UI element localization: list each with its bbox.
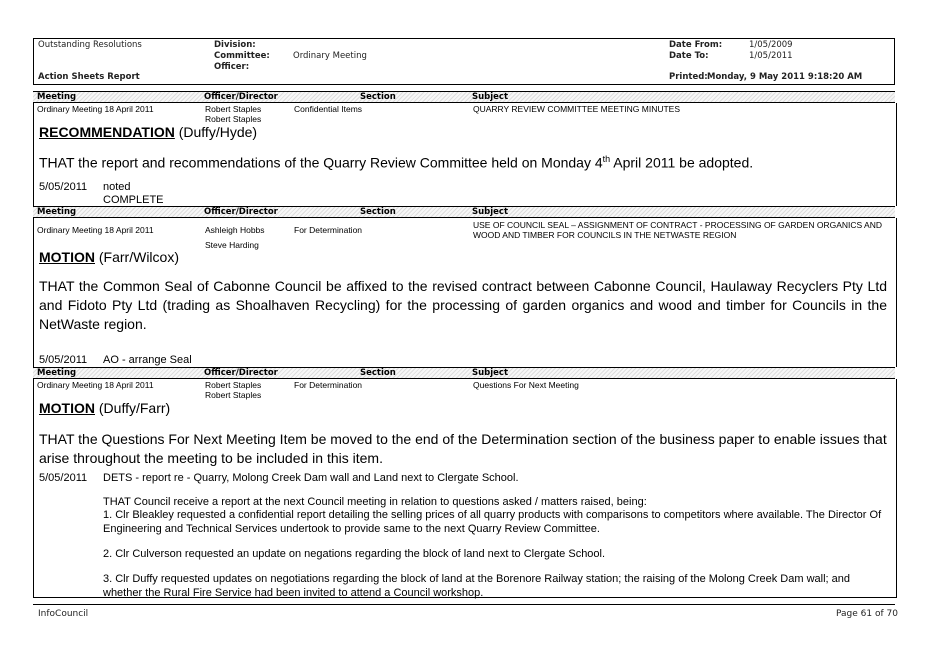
action-date: 5/05/2011 bbox=[39, 472, 88, 484]
item-heading: RECOMMENDATION (Duffy/Hyde) bbox=[39, 124, 258, 140]
item-officer: Steve Harding bbox=[205, 240, 259, 250]
col-meeting: Meeting bbox=[37, 92, 77, 102]
action-point: 2. Clr Culverson requested an update on negations regarding the block of land next to Clergate School. bbox=[103, 548, 606, 560]
action-text: noted bbox=[103, 181, 131, 193]
date-from-label: Date From: bbox=[669, 40, 723, 50]
action-status: COMPLETE bbox=[103, 194, 164, 206]
col-officer: Officer/Director bbox=[204, 92, 278, 102]
col-section: Section bbox=[360, 92, 396, 102]
item-heading: MOTION (Duffy/Farr) bbox=[39, 400, 171, 416]
action-date: 5/05/2011 bbox=[39, 181, 88, 193]
col-section: Section bbox=[360, 207, 396, 217]
item-heading: MOTION (Farr/Wilcox) bbox=[39, 249, 179, 265]
item-section: For Determination bbox=[294, 380, 363, 390]
item-body: THAT the report and recommendations of the Quarry Review Committee held on Monday 4th April 2011 be adopted. bbox=[39, 154, 754, 171]
col-section: Section bbox=[360, 368, 396, 378]
page-number: Page 61 of 70 bbox=[836, 609, 898, 619]
item-body: THAT the Questions For Next Meeting Item be moved to the end of the Determination section of the business paper to enable issues that arise throughout the meeting to be included in this item. bbox=[39, 431, 887, 466]
action-intro: THAT Council receive a report at the next Council meeting in relation to questions asked / matters raised, being: bbox=[103, 496, 647, 508]
officer-label: Officer: bbox=[214, 62, 250, 72]
date-from-value: 1/05/2009 bbox=[749, 40, 793, 50]
printed-value: Monday, 9 May 2011 9:18:20 AM bbox=[707, 72, 863, 82]
item-officer: Ashleigh Hobbs bbox=[205, 225, 265, 235]
report-title: Action Sheets Report bbox=[38, 72, 140, 82]
committee-value: Ordinary Meeting bbox=[293, 51, 367, 61]
item-body: THAT the Common Seal of Cabonne Council be affixed to the revised contract between Cabonne Council, Haulaway Recyclers Pty Ltd and Fidoto Pty Ltd (trading as Shoalhaven Recycling) for the processing of garden organics and wood and timber for Councils in the NetWaste region. bbox=[39, 278, 887, 332]
item-subject: QUARRY REVIEW COMMITTEE MEETING MINUTES bbox=[473, 104, 681, 114]
item-officer: Robert Staples bbox=[205, 104, 262, 114]
date-to-label: Date To: bbox=[669, 51, 709, 61]
item-subject: Questions For Next Meeting bbox=[473, 380, 579, 390]
footer-brand: InfoCouncil bbox=[38, 609, 89, 619]
item-officer: Robert Staples bbox=[205, 380, 262, 390]
date-to-value: 1/05/2011 bbox=[749, 51, 793, 61]
col-subject: Subject bbox=[472, 368, 509, 378]
item-meeting: Ordinary Meeting 18 April 2011 bbox=[37, 225, 154, 235]
col-subject: Subject bbox=[472, 207, 509, 217]
action-date: 5/05/2011 bbox=[39, 354, 88, 366]
action-text: AO - arrange Seal bbox=[103, 354, 192, 366]
item-section: Confidential Items bbox=[294, 104, 363, 114]
action-point: 1. Clr Bleakley requested a confidential report detailing the selling prices of all quarry products with comparisons to competitors where available. The Director Of Engineering and Technical Services undertook to provide same to the next Quarry Review Committee. bbox=[103, 509, 882, 535]
column-header-strip bbox=[33, 206, 895, 218]
col-officer: Officer/Director bbox=[204, 368, 278, 378]
item-meeting: Ordinary Meeting 18 April 2011 bbox=[37, 380, 154, 390]
item-section: For Determination bbox=[294, 225, 363, 235]
column-header-strip bbox=[33, 91, 895, 103]
col-meeting: Meeting bbox=[37, 207, 77, 217]
report-name: Outstanding Resolutions bbox=[38, 40, 142, 50]
action-point: 3. Clr Duffy requested updates on negotiations regarding the block of land at the Borenore Railway station; the raising of the Molong Creek Dam wall; and whether the Rural Fire Service had been invited to attend a Council workshop. bbox=[103, 573, 851, 599]
col-subject: Subject bbox=[472, 92, 509, 102]
division-label: Division: bbox=[214, 40, 256, 50]
item-meeting: Ordinary Meeting 18 April 2011 bbox=[37, 104, 154, 114]
item-officer: Robert Staples bbox=[205, 390, 262, 400]
printed-label: Printed: bbox=[669, 72, 708, 82]
col-officer: Officer/Director bbox=[204, 207, 278, 217]
footer-rule bbox=[33, 604, 895, 605]
item-subject: USE OF COUNCIL SEAL – ASSIGNMENT OF CONTRACT - PROCESSING OF GARDEN ORGANICS AND WOOD AND TIMBER FOR COUNCILS IN THE NETWASTE REGION bbox=[473, 220, 883, 240]
committee-label: Committee: bbox=[214, 51, 270, 61]
col-meeting: Meeting bbox=[37, 368, 77, 378]
item-officer: Robert Staples bbox=[205, 114, 262, 124]
action-text: DETS - report re - Quarry, Molong Creek Dam wall and Land next to Clergate School. bbox=[103, 472, 519, 484]
column-header-strip bbox=[33, 367, 895, 379]
